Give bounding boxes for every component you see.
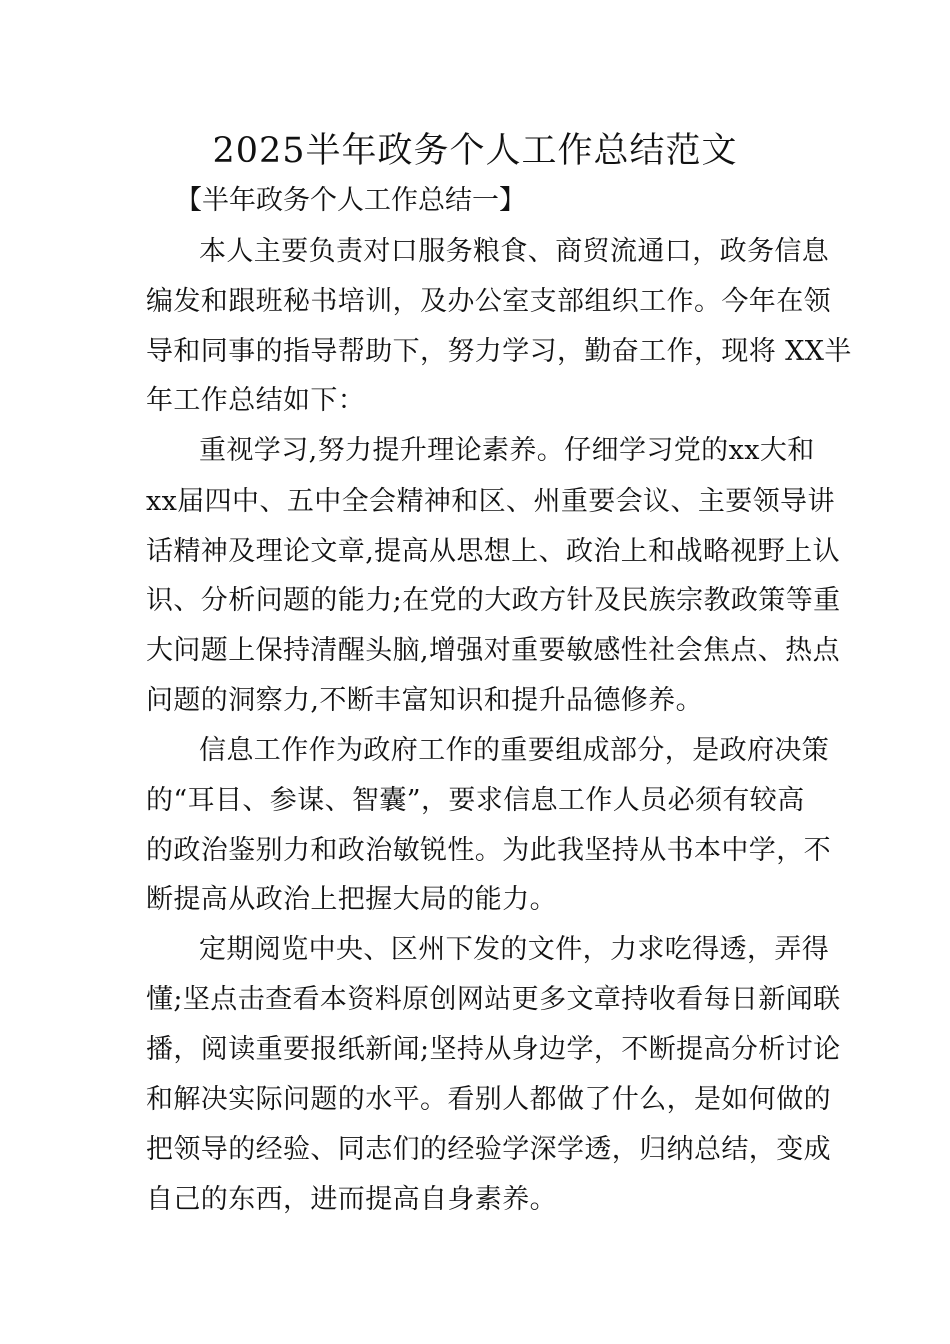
- paragraph-line: 的“耳目、参谋、智囊”，要求信息工作人员必须有较高: [146, 785, 805, 816]
- paragraph-line: 年工作总结如下：: [146, 385, 366, 416]
- section-heading: 【半年政务个人工作总结一】: [175, 185, 526, 216]
- paragraph-line: 把领导的经验、同志们的经验学深学透，归纳总结，变成: [146, 1134, 831, 1165]
- paragraph-line: 本人主要负责对口服务粮食、商贸流通口，政务信息: [199, 236, 830, 267]
- paragraph-line: 话精神及理论文章,提高从思想上、政治上和战略视野上认: [146, 536, 840, 567]
- paragraph-line: 重视学习,努力提升理论素养。仔细学习党的xx大和: [199, 435, 815, 466]
- paragraph-line: 的政治鉴别力和政治敏锐性。为此我坚持从书本中学，不: [146, 835, 831, 866]
- document-title: 2025半年政务个人工作总结范文: [212, 131, 738, 171]
- paragraph-line: 导和同事的指导帮助下，努力学习，勤奋工作，现将 XX半: [146, 336, 852, 367]
- paragraph-line: 问题的洞察力,不断丰富知识和提升品德修养。: [146, 685, 703, 716]
- paragraph-line: xx届四中、五中全会精神和区、州重要会议、主要领导讲: [146, 486, 835, 517]
- paragraph-line: 播，阅读重要报纸新闻;坚持从身边学，不断提高分析讨论: [146, 1034, 841, 1065]
- paragraph-line: 断提高从政治上把握大局的能力。: [146, 884, 557, 915]
- paragraph-line: 和解决实际问题的水平。看别人都做了什么，是如何做的: [146, 1084, 831, 1115]
- paragraph-line: 定期阅览中央、区州下发的文件，力求吃得透，弄得: [199, 934, 830, 965]
- paragraph-line: 信息工作作为政府工作的重要组成部分，是政府决策: [199, 735, 830, 766]
- paragraph-line: 识、分析问题的能力;在党的大政方针及民族宗教政策等重: [146, 585, 841, 616]
- paragraph-line: 懂;坚点击查看本资料原创网站更多文章持收看每日新闻联: [146, 984, 841, 1015]
- paragraph-line: 编发和跟班秘书培训，及办公室支部组织工作。今年在领: [146, 286, 831, 317]
- paragraph-line: 大问题上保持清醒头脑,增强对重要敏感性社会焦点、热点: [146, 635, 840, 666]
- paragraph-line: 自己的东西，进而提高自身素养。: [146, 1184, 557, 1215]
